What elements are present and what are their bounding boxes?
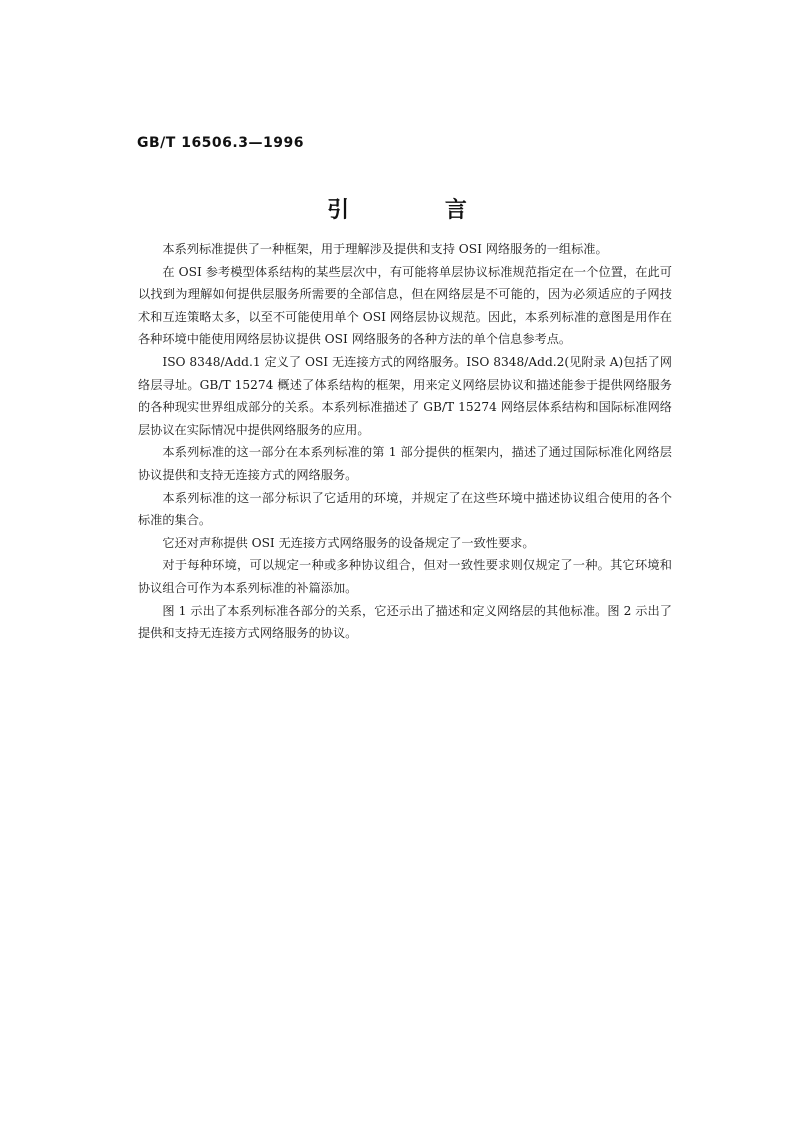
paragraph: 它还对声称提供 OSI 无连接方式网络服务的设备规定了一致性要求。 xyxy=(162,535,535,550)
paragraph: 图 1 示出了本系列标准各部分的关系，它还示出了描述和定义网络层的其他标准。图 2 示出了提供和支持无连接方式网络服务的协议。 xyxy=(138,603,672,641)
standard-number-header: GB/T 16506.3—1996 xyxy=(137,135,304,151)
paragraph: 本系列标准的这一部分标识了它适用的环境，并规定了在这些环境中描述协议组合使用的各个标准的集合。 xyxy=(138,490,672,528)
section-title: 引 言 xyxy=(327,198,511,223)
paragraph: 本系列标准提供了一种框架，用于理解涉及提供和支持 OSI 网络服务的一组标准。 xyxy=(162,242,608,256)
introduction-body xyxy=(138,238,672,645)
paragraph: 本系列标准的这一部分在本系列标准的第 1 部分提供的框架内，描述了通过国际标准化网络层协议提供和支持无连接方式的网络服务。 xyxy=(138,445,672,482)
paragraph: 对于每种环境，可以规定一种或多种协议组合，但对一致性要求则仅规定了一种。其它环境和协议组合可作为本系列标准的补篇添加。 xyxy=(138,558,672,595)
paragraph: ISO 8348/Add.1 定义了 OSI 无连接方式的网络服务。ISO 8348/Add.2(见附录 A)包括了网络层寻址。GB/T 15274 概述了体系结构的框架，用来定义网络层协议和描述能参于提供网络服务的各种现实世界组成部分的关系。本系列标准描述了 GB/T 15274 网络层体系结构和国际标准网络层协议在实际情况中提供网络服务的应用。 xyxy=(138,354,672,437)
paragraph: 在 OSI 参考模型体系结构的某些层次中，有可能将单层协议标准规范指定在一个位置，在此可以找到为理解如何提供层服务所需要的全部信息，但在网络层是不可能的，因为必须适应的子网技术和互连策略太多，以至不可能使用单个 OSI 网络层协议规范。因此，本系列标准的意图是用作在各种环境中能使用网络层协议提供 OSI 网络服务的各种方法的单个信息参考点。 xyxy=(138,264,672,347)
